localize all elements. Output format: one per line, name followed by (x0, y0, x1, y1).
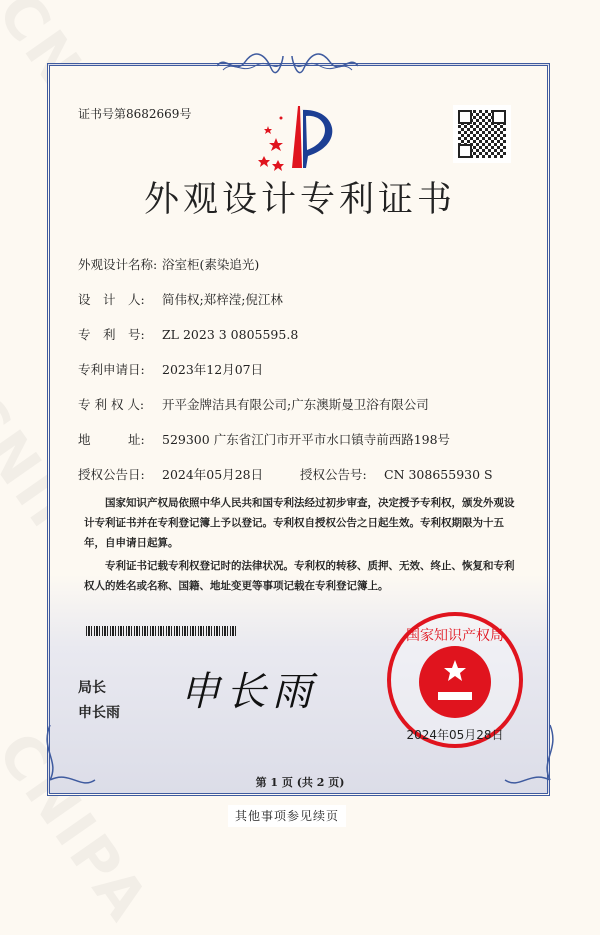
field-label: 地 址: (78, 432, 145, 447)
statement-paragraph: 专利证书记载专利权登记时的法律状况。专利权的转移、质押、无效、终止、恢复和专利权人的姓名或名称、国籍、地址变更等事项记载在专利登记簿上。 (84, 560, 515, 592)
field-label: 设 计 人: (78, 292, 145, 307)
field-value: 2023年12月07日 (162, 362, 264, 377)
signatory-title: 局长 (78, 680, 106, 696)
page-title: 外观设计专利证书 (143, 180, 456, 220)
field-designers (78, 290, 283, 308)
qr-code (453, 105, 511, 163)
field-label: 外观设计名称: (78, 257, 158, 272)
cnipa-logo (256, 104, 346, 172)
statement-paragraph: 国家知识产权局依照中华人民共和国专利法经过初步审查，决定授予专利权，颁发外观设计专利证书并在专利登记簿上予以登记。专利权自授权公告之日起生效。专利权期限为十五年，自申请日起算。 (84, 497, 515, 549)
footer-note: 其他事项参见续页 (228, 805, 346, 827)
field-label: 授权公告日: (78, 467, 145, 482)
signature: 申长雨 (180, 669, 318, 715)
field-design-name (78, 255, 259, 273)
seal-date: 2024年05月28日 (406, 728, 504, 742)
field-address (78, 430, 450, 448)
field-label: 专利申请日: (78, 362, 145, 377)
field-value: ZL 2023 3 0805595.8 (162, 327, 299, 342)
field-value: 开平金牌洁具有限公司;广东澳斯曼卫浴有限公司 (162, 397, 429, 412)
field-value: 529300 广东省江门市开平市水口镇寺前西路198号 (162, 432, 451, 447)
field-filing-date (78, 360, 263, 378)
page-indicator: 第 1 页 (共 2 页) (255, 776, 345, 789)
barcode (86, 626, 238, 636)
ornament-icon (290, 52, 360, 78)
field-patentee (78, 395, 429, 413)
ornament-icon (215, 52, 285, 78)
field-value: CN 308655930 S (384, 467, 493, 482)
field-value: 2024年05月28日 (162, 467, 264, 482)
field-announcement-number (300, 465, 493, 483)
field-value: 浴室柜(素染追光) (162, 257, 260, 272)
field-label: 专 利 权 人: (78, 397, 145, 412)
certificate-number: 证书号第8682669号 (78, 107, 192, 121)
official-seal (380, 608, 530, 758)
field-grant-date (78, 465, 263, 483)
field-label: 授权公告号: (300, 467, 367, 482)
seal-text: 国家知识产权局 (406, 628, 504, 644)
signatory-name: 申长雨 (78, 705, 120, 721)
field-value: 简伟权;郑梓滢;倪江林 (162, 292, 283, 307)
field-label: 专 利 号: (78, 327, 145, 342)
field-patent-number (78, 325, 298, 343)
